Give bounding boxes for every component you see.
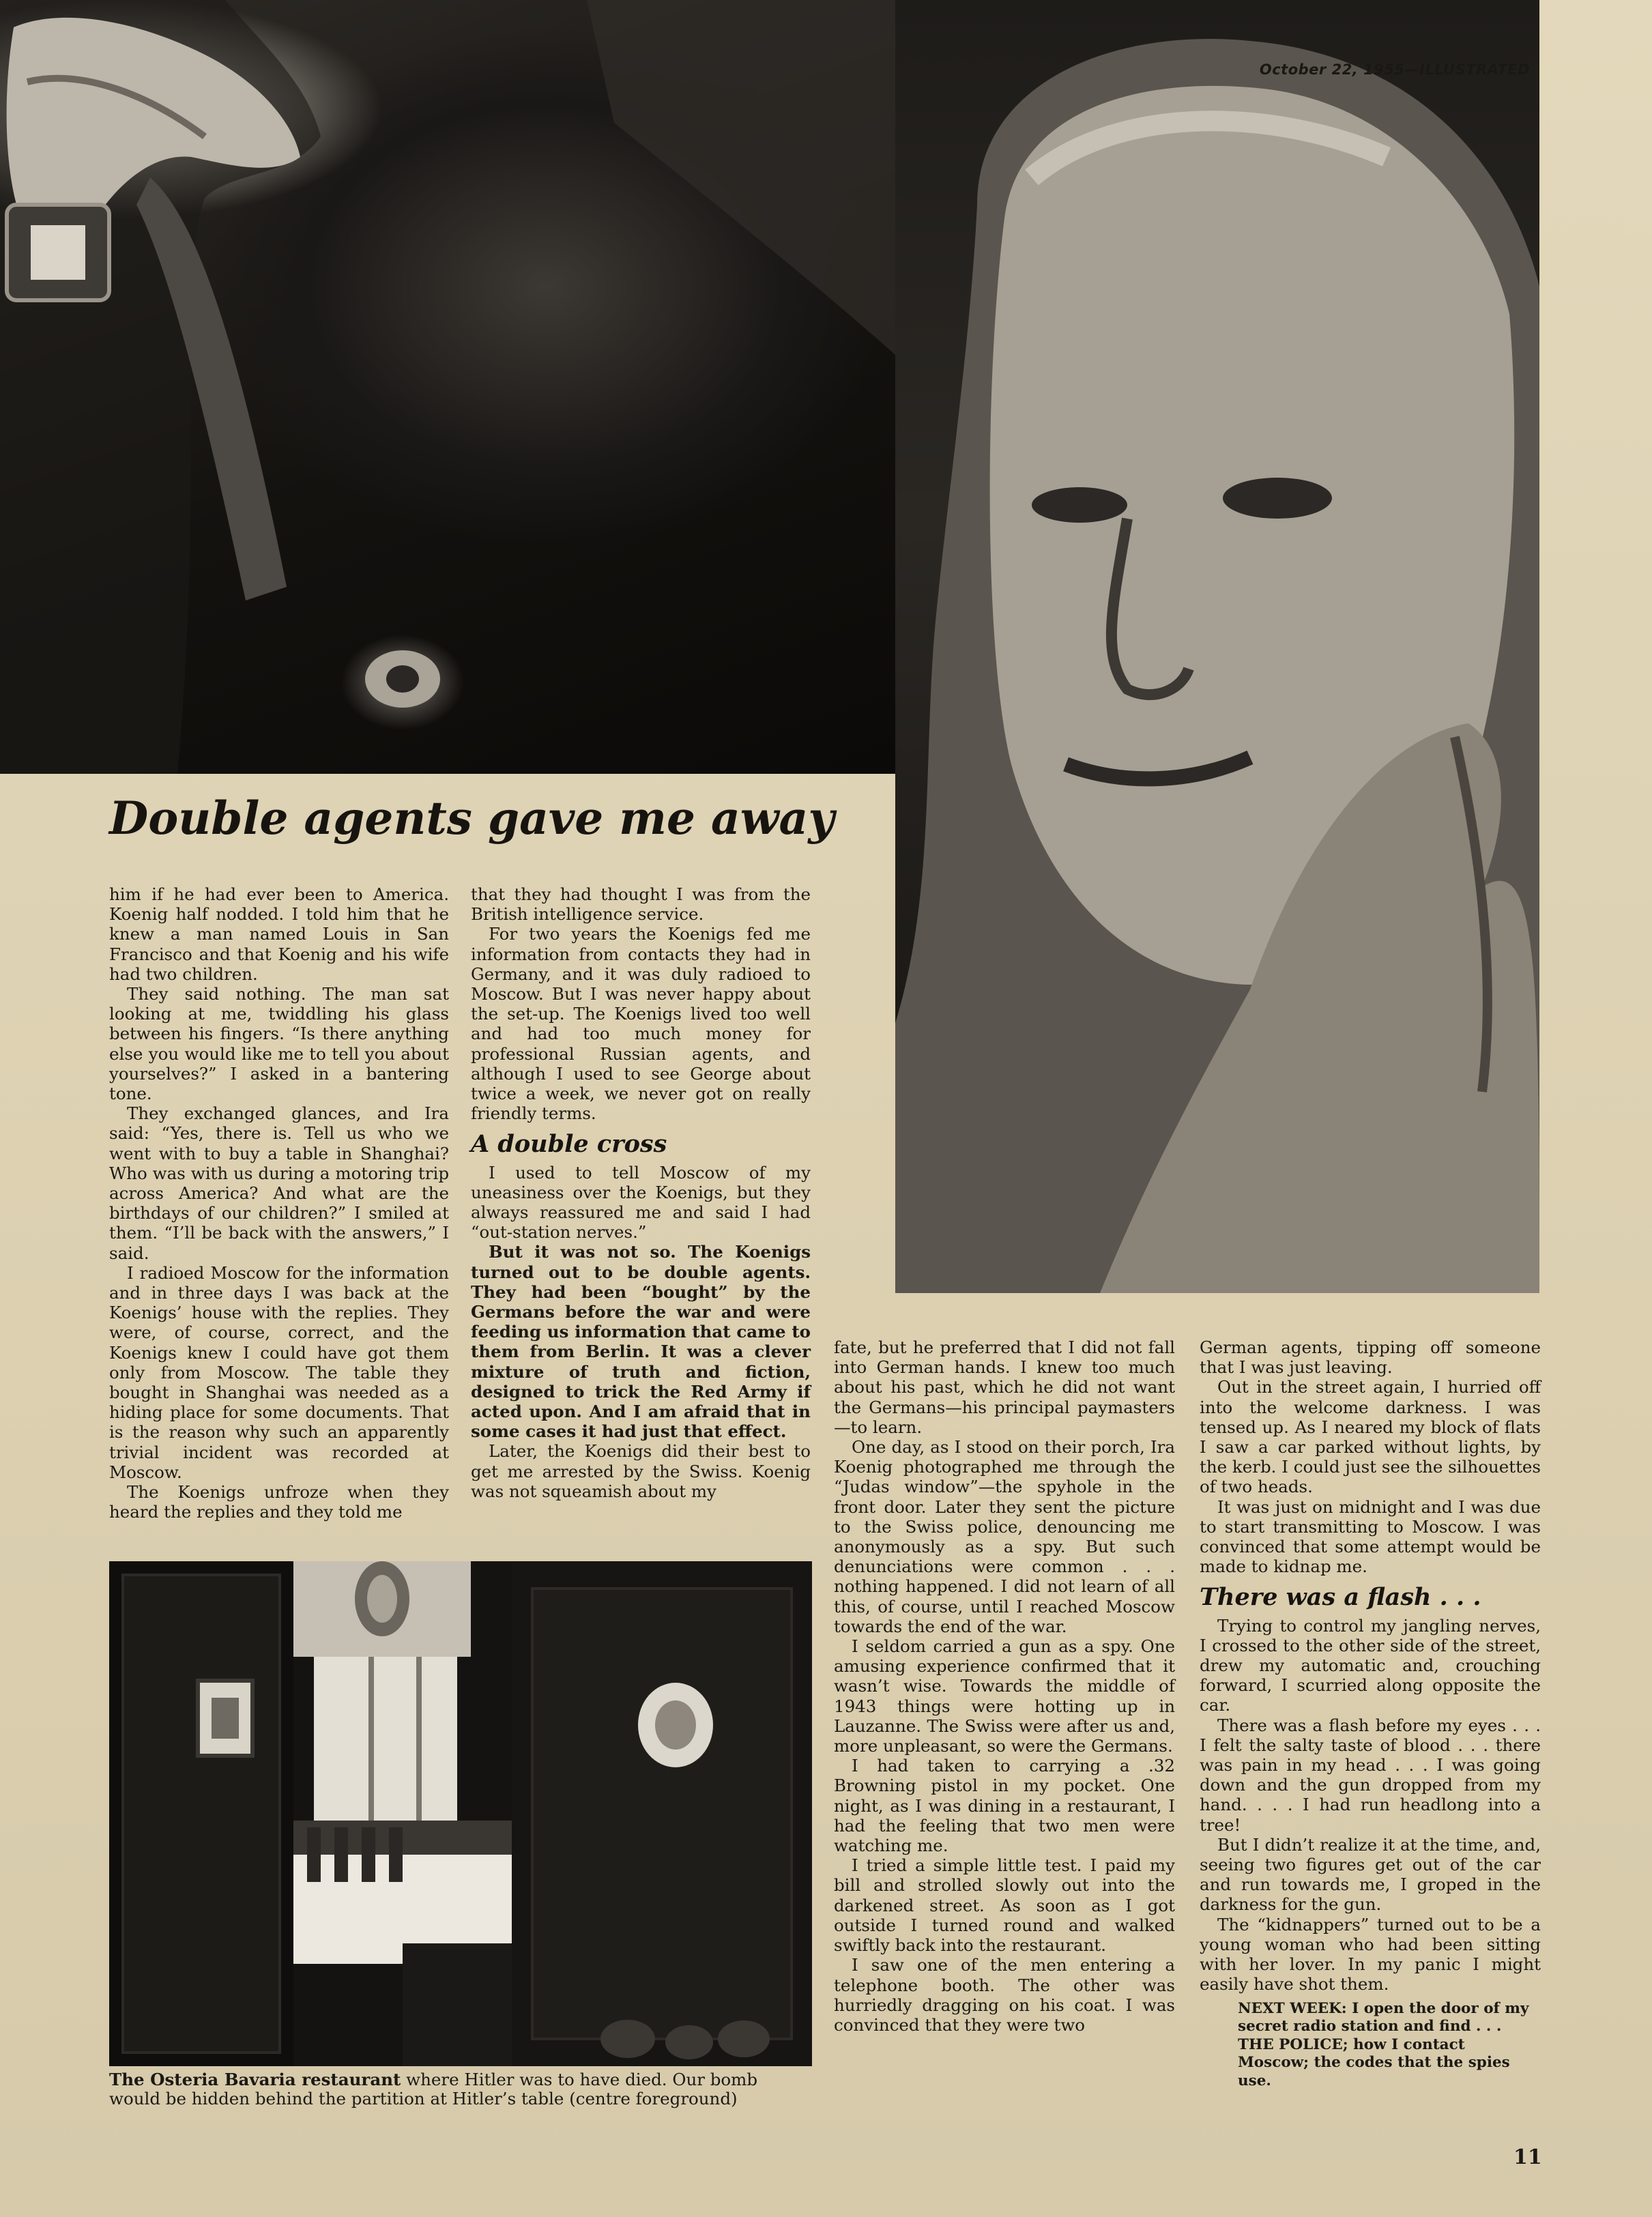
article-headline: Double agents gave me away bbox=[109, 792, 835, 845]
photo-caption bbox=[109, 2070, 812, 2109]
next-week-teaser: NEXT WEEK: I open the door of my secret radio station and find . . . THE POLICE; how I contact Moscow; the codes that the spies use. bbox=[1238, 1999, 1529, 2089]
paragraph: The Koenigs unfroze when they heard the replies and they told me bbox=[109, 1482, 449, 1522]
article-column-2 bbox=[471, 884, 811, 1501]
dateline: October 22, 1955—ILLUSTRATED bbox=[1259, 61, 1530, 78]
paragraph: I had taken to carrying a .32 Browning pistol in my pocket. One night, as I was dining in a restaurant, I had the feeling that two men were watching me. bbox=[834, 1756, 1175, 1856]
paragraph: It was just on midnight and I was due to start transmitting to Moscow. I was convinced that some attempt would be made to kidnap me. bbox=[1200, 1496, 1541, 1577]
paragraph: The “kidnappers” turned out to be a young woman who had been sitting with her lover. In my panic I might easily have shot them. bbox=[1200, 1914, 1541, 1995]
paragraph-bold: But it was not so. The Koenigs turned out to be double agents. They had been “bought” by the Germans before the war and were feeding us information that came to them from Berlin. It was a clever mixture of truth and fiction, designed to trick the Red Army if acted upon. And I am afraid that in some cases it had just that effect. bbox=[471, 1242, 811, 1442]
paragraph: They said nothing. The man sat looking at me, twiddling his glass between his fingers. “Is there anything else you would like me to tell you about yourselves?” I asked in a bantering tone. bbox=[109, 984, 449, 1104]
paragraph: I tried a simple little test. I paid my bill and strolled slowly out into the darkened street. As soon as I got outside I turned round and walked swiftly back into the restaurant. bbox=[834, 1855, 1175, 1956]
restaurant-photo-drawing bbox=[109, 1561, 812, 2066]
paragraph: But I didn’t realize it at the time, and, seeing two figures get out of the car and run towards me, I groped in the darkness for the gun. bbox=[1200, 1834, 1541, 1915]
paragraph: him if he had ever been to America. Koenig half nodded. I told him that he knew a man named Louis in San Francisco and that Koenig and his wife had two children. bbox=[109, 884, 449, 984]
paragraph: Out in the street again, I hurried off into the welcome darkness. I was tensed up. As I neared my block of flats I saw a car parked without lights, by the kerb. I could just see the silhouettes of two heads. bbox=[1200, 1377, 1541, 1497]
caption-lead: The Osteria Bavaria restaurant bbox=[109, 2070, 401, 2089]
paragraph: There was a flash before my eyes . . . I felt the salty taste of blood . . . there was pain in my head . . . I was going down and the gun dropped from my hand. . . . I had run headlong into a tree! bbox=[1200, 1715, 1541, 1835]
article-column-4 bbox=[1200, 1337, 1541, 2090]
paragraph: I radioed Moscow for the information and in three days I was back at the Koenigs’ house with the replies. They were, of course, correct, and the Koenigs knew I could have got them only from Moscow. The table they bought in Shanghai was needed as a hiding place for some documents. That is the reason why such an apparently trivial incident was recorded at Moscow. bbox=[109, 1262, 449, 1482]
photo-hand-wristwatch bbox=[0, 0, 895, 774]
photo-osteria-bavaria bbox=[109, 1561, 812, 2066]
paragraph: that they had thought I was from the British intelligence service. bbox=[471, 884, 811, 925]
paragraph: For two years the Koenigs fed me information from contacts they had in Germany, and it was duly radioed to Moscow. But I was never happy about the set-up. The Koenigs lived too well and had too much money for professional Russian agents, and although I used to see George about twice a week, we never got on really friendly terms. bbox=[471, 924, 811, 1124]
page-number: 11 bbox=[1513, 2145, 1542, 2169]
paragraph: Later, the Koenigs did their best to get me arrested by the Swiss. Koenig was not squeamish about my bbox=[471, 1441, 811, 1501]
paragraph: One day, as I stood on their porch, Ira Koenig photographed me through the “Judas window”—the spyhole in the front door. Later they sent the picture to the Swiss police, denouncing me anonymously as a spy. But such denunciations were common . . . nothing happened. I did not learn of all this, of course, until I reached Moscow towards the end of the war. bbox=[834, 1437, 1175, 1636]
paragraph: fate, but he preferred that I did not fall into German hands. I knew too much about his past, which he did not want the Germans—his principal paymasters—to learn. bbox=[834, 1337, 1175, 1437]
photo-portrait-man bbox=[895, 0, 1539, 1293]
paragraph: I used to tell Moscow of my uneasiness over the Koenigs, but they always reassured me and said I had “out-station nerves.” bbox=[471, 1162, 811, 1243]
caption-text: where Hitler was to have died. Our bomb would be hidden behind the partition at Hitler’s table (centre foreground) bbox=[109, 2070, 758, 2109]
subheading-there-was-a-flash: There was a flash . . . bbox=[1200, 1583, 1481, 1612]
subheading-double-cross: A double cross bbox=[471, 1130, 667, 1159]
article-column-3 bbox=[834, 1337, 1175, 2035]
paragraph: I saw one of the men entering a telephone booth. The other was hurriedly dragging on his coat. I was convinced that they were two bbox=[834, 1955, 1175, 2035]
paragraph: They exchanged glances, and Ira said: “Yes, there is. Tell us who we went with to buy a table in Shanghai? Who was with us during a motoring trip across America? And what are the birthdays of our children?” I smiled at them. “I’ll be back with the answers,” I said. bbox=[109, 1103, 449, 1263]
hand-photo-drawing bbox=[0, 0, 895, 774]
paragraph: I seldom carried a gun as a spy. One amusing experience confirmed that it wasn’t wise. Towards the middle of 1943 things were hotting up in Lauzanne. The Swiss were after us and, more unpleasant, so were the Germans. bbox=[834, 1636, 1175, 1756]
paragraph: German agents, tipping off someone that I was just leaving. bbox=[1200, 1337, 1541, 1378]
paragraph: Trying to control my jangling nerves, I crossed to the other side of the street, drew my automatic and, crouching forward, I scurried along opposite the car. bbox=[1200, 1615, 1541, 1715]
article-column-1 bbox=[109, 884, 449, 1522]
portrait-photo-drawing bbox=[895, 0, 1539, 1293]
